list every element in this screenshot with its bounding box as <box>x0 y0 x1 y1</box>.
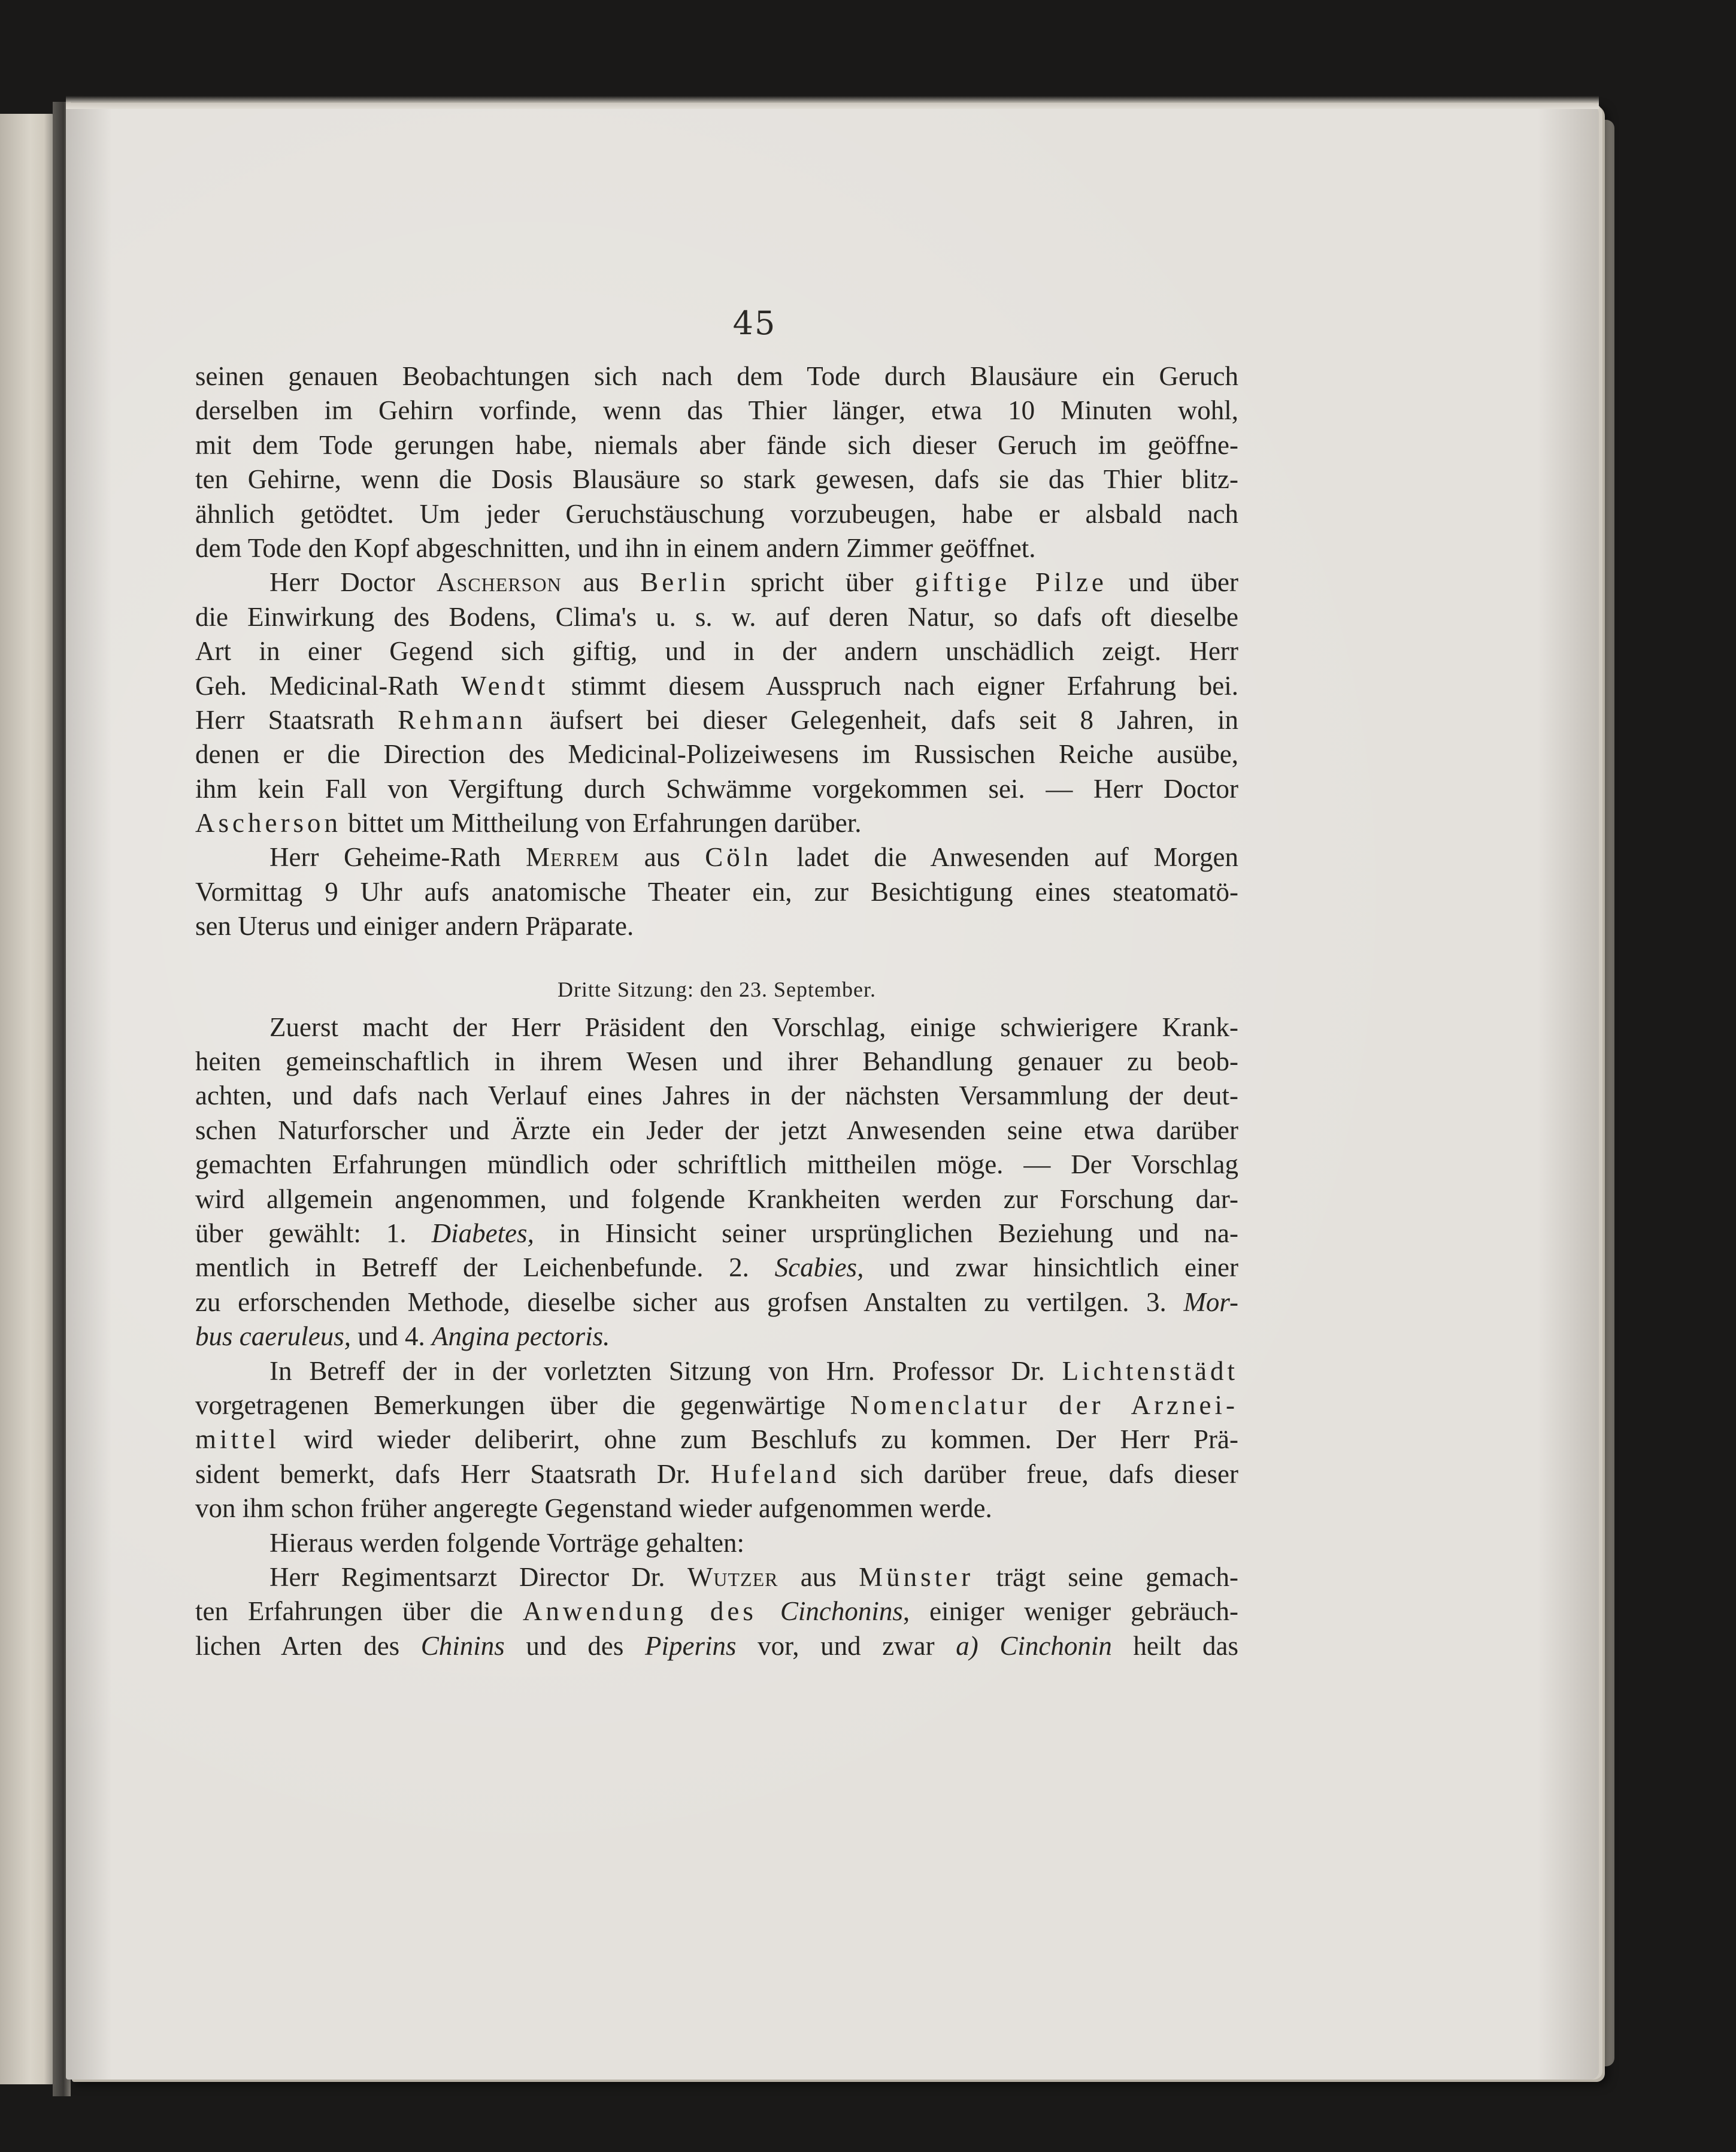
text-run: sich darüber freue, dafs dieser <box>840 1458 1238 1489</box>
text-line: achten, und dafs nach Verlauf eines Jahres in der nächsten Versammlung der deut- <box>195 1080 1238 1111</box>
text-run: und zwar hinsichtlich einer <box>864 1252 1238 1283</box>
text-line <box>195 840 1238 874</box>
text-line: Hieraus werden folgende Vorträge gehalten: <box>269 1527 745 1558</box>
text-line <box>195 1629 1238 1663</box>
previous-page-edge <box>0 114 55 2084</box>
paragraph-proposal <box>195 1010 1238 1354</box>
text-line: ten Gehirne, wenn die Dosis Blausäure so stark gewesen, dafs sie das Thier blitz- <box>195 464 1238 495</box>
paragraph-lectures-intro <box>195 1526 1238 1560</box>
person-name: Ascherson <box>437 567 562 598</box>
text-run: ladet die Anwesenden auf Morgen <box>771 842 1238 873</box>
emphasized-term: Anwendung des <box>522 1596 780 1627</box>
text-run: äufsert bei dieser Gelegenheit, dafs seit 8 Jahren, in <box>526 704 1238 735</box>
text-line <box>195 806 1238 840</box>
paragraph-ascherson <box>195 565 1238 840</box>
list-marker: a) <box>956 1630 978 1661</box>
disease-term: bus caeruleus, <box>195 1321 351 1352</box>
text-line <box>195 1594 1238 1629</box>
text-line: schen Naturforscher und Ärzte ein Jeder der jetzt Anwesenden seine etwa darüber <box>195 1115 1238 1145</box>
text-run: spricht über <box>729 567 915 598</box>
text-line <box>195 1319 1238 1354</box>
text-line: Vormittag 9 Uhr aufs anatomische Theater ein, zur Besichtigung eines steatomatö- <box>195 876 1238 907</box>
disease-term: Angina pectoris. <box>431 1321 610 1352</box>
text-line <box>195 1560 1238 1594</box>
person-name: Wendt <box>460 670 549 701</box>
page-top-edge <box>66 96 1599 109</box>
paragraph-nomenclature <box>195 1354 1238 1526</box>
paragraph-merrem <box>195 840 1238 943</box>
text-run: über gewählt: 1. <box>195 1218 432 1248</box>
emphasized-term: giftige Pilze <box>914 567 1107 598</box>
section-heading: Dritte Sitzung: den 23. September. <box>558 977 876 1001</box>
text-line: derselben im Gehirn vorfinde, wenn das Thier länger, etwa 10 Minuten wohl, <box>195 395 1238 426</box>
text-run: mentlich in Betreff der Leichenbefunde. 2. <box>195 1252 775 1283</box>
text-line: mit dem Tode gerungen habe, niemals aber fände sich dieser Geruch im geöffne- <box>195 429 1238 460</box>
text-run: trägt seine gemach- <box>974 1561 1238 1592</box>
disease-term: Scabies, <box>774 1252 864 1283</box>
text-run: heilt das <box>1111 1630 1238 1661</box>
text-line: sen Uterus und einiger andern Präparate. <box>195 911 634 942</box>
text-run: Geh. Medicinal-Rath <box>195 670 461 701</box>
text-run: in Hinsicht seiner ursprünglichen Beziehung und na- <box>534 1218 1238 1248</box>
text-run: aus <box>619 842 705 873</box>
text-line: von ihm schon früher angeregte Gegenstand wieder aufgenommen werde. <box>195 1493 992 1524</box>
place-name: Münster <box>859 1561 974 1592</box>
text-line <box>195 1422 1238 1457</box>
substance-term: Cinchonin <box>999 1630 1112 1661</box>
text-run: wird wieder deliberirt, ohne zum Beschlufs zu kommen. Der Herr Prä- <box>280 1424 1238 1455</box>
body-text <box>195 359 1238 1663</box>
text-line <box>195 669 1238 703</box>
page-number: 45 <box>732 304 777 342</box>
text-run: ten Erfahrungen über die <box>195 1596 523 1627</box>
text-run: , einiger weniger gebräuch- <box>902 1596 1238 1627</box>
person-name: Merrem <box>525 842 620 873</box>
paragraph-wutzer <box>195 1560 1238 1663</box>
text-line: dem Tode den Kopf abgeschnitten, und ihn in einem andern Zimmer geöffnet. <box>195 532 1036 563</box>
text-line: Zuerst macht der Herr Präsident den Vorschlag, einige schwierigere Krank- <box>269 1012 1238 1042</box>
text-run: aus <box>778 1561 859 1592</box>
emphasized-term: mittel <box>195 1424 280 1455</box>
person-name: Rehmann <box>398 704 526 735</box>
substance-term: Cinchonins <box>780 1596 903 1627</box>
text-line <box>195 1251 1238 1285</box>
text-line <box>195 1388 1238 1422</box>
text-line: gemachten Erfahrungen mündlich oder schriftlich mittheilen möge. — Der Vorschlag <box>195 1149 1238 1180</box>
paragraph-continuation <box>195 359 1238 565</box>
text-line: die Einwirkung des Bodens, Clima's u. s. w. auf deren Natur, so dafs oft dieselbe <box>195 601 1238 632</box>
text-run: zu erforschenden Methode, dieselbe sicher aus grofsen Anstalten zu vertilgen. 3. <box>195 1287 1184 1317</box>
emphasized-term: Nomenclatur der Arznei- <box>850 1390 1238 1420</box>
person-name: Ascherson <box>195 808 341 839</box>
substance-term: Piperins <box>645 1630 737 1661</box>
text-line <box>195 565 1238 600</box>
text-line <box>195 703 1238 737</box>
text-run: In Betreff der in der vorletzten Sitzung von Hrn. Professor Dr. <box>269 1355 1062 1386</box>
text-run: lichen Arten des <box>195 1630 421 1661</box>
text-line <box>195 1216 1238 1251</box>
text-run: Herr Regimentsarzt Director Dr. <box>269 1561 687 1592</box>
text-run: bittet um Mittheilung von Erfahrungen darüber. <box>341 808 862 839</box>
text-line <box>195 1457 1238 1491</box>
text-line: denen er die Direction des Medicinal-Polizeiwesens im Russischen Reiche ausübe, <box>195 739 1238 770</box>
text-run <box>978 1631 1000 1661</box>
text-line <box>195 1354 1238 1388</box>
disease-term: Mor- <box>1183 1287 1238 1317</box>
text-run: und 4. <box>350 1321 432 1352</box>
text-run: und des <box>504 1630 645 1661</box>
text-run: vorgetragenen Bemerkungen über die gegenwärtige <box>195 1390 850 1420</box>
text-run: aus <box>561 567 641 598</box>
text-line: heiten gemeinschaftlich in ihrem Wesen und ihrer Behandlung genauer zu beob- <box>195 1046 1238 1077</box>
text-run: sident bemerkt, dafs Herr Staatsrath Dr. <box>195 1458 711 1489</box>
text-run: und über <box>1107 567 1238 598</box>
substance-term: Chinins <box>420 1630 505 1661</box>
disease-term: Diabetes, <box>431 1218 534 1248</box>
place-name: Berlin <box>640 567 729 598</box>
text-run: stimmt diesem Ausspruch nach eigner Erfahrung bei. <box>549 670 1238 701</box>
text-line: ihm kein Fall von Vergiftung durch Schwämme vorgekommen sei. — Herr Doctor <box>195 773 1238 804</box>
text-run: Herr Geheime-Rath <box>269 842 526 873</box>
person-name: Wutzer <box>687 1561 778 1592</box>
text-line <box>195 1285 1238 1319</box>
text-line: Art in einer Gegend sich giftig, und in der andern unschädlich zeigt. Herr <box>195 636 1238 667</box>
text-line: seinen genauen Beobachtungen sich nach dem Tode durch Blausäure ein Geruch <box>195 361 1238 391</box>
place-name: Cöln <box>705 842 772 873</box>
text-run: Herr Doctor <box>269 567 437 598</box>
text-line: wird allgemein angenommen, und folgende Krankheiten werden zur Forschung dar- <box>195 1184 1238 1214</box>
text-run: vor, und zwar <box>736 1630 956 1661</box>
person-name: Lichtenstädt <box>1062 1355 1238 1386</box>
text-run: Herr Staatsrath <box>195 704 398 735</box>
text-line: ähnlich getödtet. Um jeder Geruchstäuschung vorzubeugen, habe er alsbald nach <box>195 498 1238 529</box>
person-name: Hufeland <box>710 1458 840 1489</box>
